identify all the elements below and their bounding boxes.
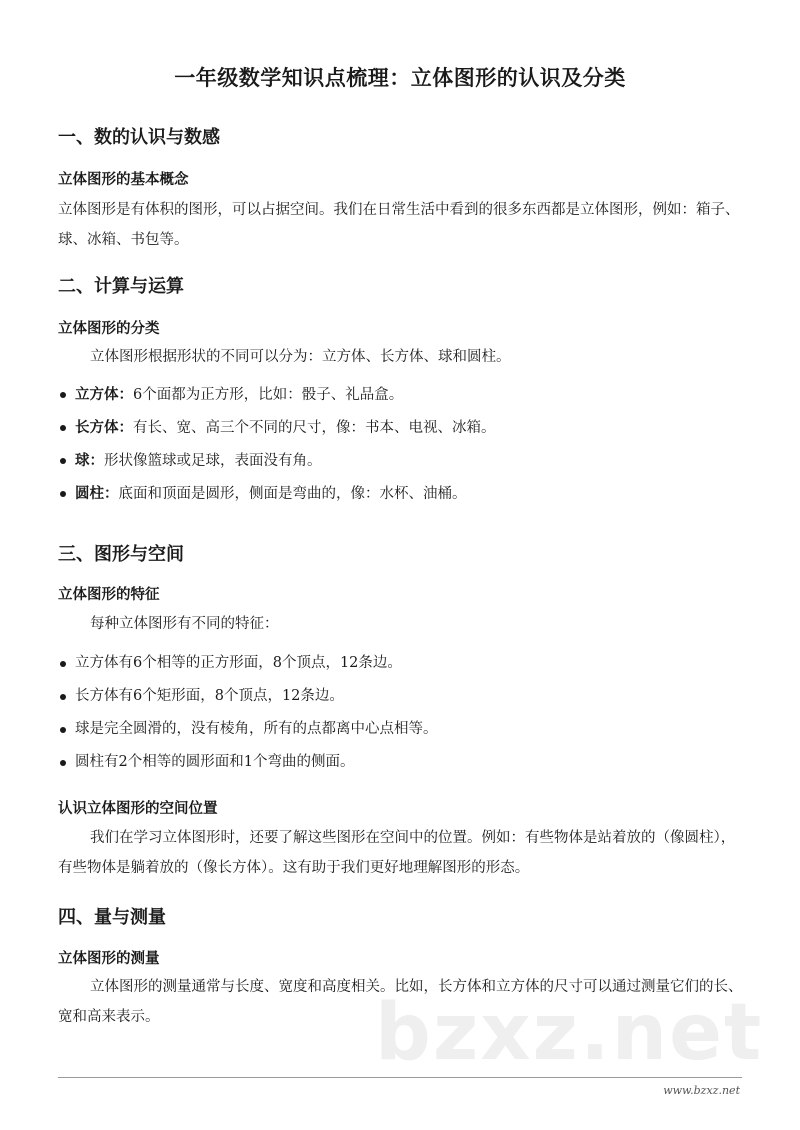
paragraph-spatial-position: 我们在学习立体图形时，还要了解这些图形在空间中的位置。例如：有些物体是站着放的（像圆柱），有些物体是躺着放的（像长方体）。这有助于我们更好地理解图形的形态。: [58, 830, 736, 876]
section-heading-1: 一、数的认识与数感: [58, 127, 220, 148]
list-item-text: 形状像篮球或足球，表面没有角。: [104, 453, 322, 469]
list-item: [58, 444, 748, 477]
bullet-icon: [60, 727, 66, 733]
section-heading-3: 三、图形与空间: [58, 544, 184, 565]
list-item-text: 长方体有6个矩形面，8个顶点，12条边。: [75, 688, 344, 704]
subsection-heading-measurement: 立体图形的测量: [58, 950, 160, 967]
bullet-icon: [60, 694, 66, 700]
list-item: [58, 713, 748, 746]
list-item-term: 长方体：: [75, 419, 133, 436]
bullet-icon: [60, 661, 66, 667]
list-item-term: 圆柱：: [75, 485, 119, 502]
paragraph-classification: 立体图形根据形状的不同可以分为：立方体、长方体、球和圆柱。: [90, 349, 511, 365]
footer-url: www.bzxz.net: [663, 1084, 740, 1097]
page-title: 一年级数学知识点梳理：立体图形的认识及分类: [174, 65, 626, 90]
feature-list: [58, 647, 748, 779]
list-item: [58, 477, 748, 510]
section-heading-2: 二、计算与运算: [58, 276, 184, 297]
list-item-text: 有长、宽、高三个不同的尺寸，像：书本、电视、冰箱。: [133, 420, 496, 436]
bullet-icon: [60, 760, 66, 766]
paragraph-measurement: 立体图形的测量通常与长度、宽度和高度相关。比如，长方体和立方体的尺寸可以通过测量它们的长、宽和高来表示。: [58, 979, 743, 1025]
list-item-text: 底面和顶面是圆形，侧面是弯曲的，像：水杯、油桶。: [118, 486, 467, 502]
list-item: [58, 647, 748, 680]
paragraph-basic-concept: 立体图形是有体积的图形，可以占据空间。我们在日常生活中看到的很多东西都是立体图形，例如：箱子、球、冰箱、书包等。: [58, 202, 740, 248]
bullet-icon: [60, 392, 66, 398]
list-item: [58, 680, 748, 713]
list-item-text: 6个面都为正方形，比如：骰子、礼品盒。: [133, 387, 404, 403]
list-item: [58, 378, 748, 411]
subsection-heading-classification: 立体图形的分类: [58, 320, 160, 337]
list-item: [58, 411, 748, 444]
list-item-term: 球：: [75, 452, 104, 469]
subsection-heading-features: 立体图形的特征: [58, 586, 160, 603]
watermark: bzxz.net: [375, 988, 764, 1078]
footer-divider: [58, 1077, 742, 1078]
list-item-text: 圆柱有2个相等的圆形面和1个弯曲的侧面。: [75, 754, 355, 770]
list-item-text: 立方体有6个相等的正方形面，8个顶点，12条边。: [75, 655, 402, 671]
shape-type-list: [58, 378, 748, 510]
section-heading-4: 四、量与测量: [58, 907, 166, 928]
subsection-heading-spatial-position: 认识立体图形的空间位置: [58, 800, 218, 817]
bullet-icon: [60, 491, 66, 497]
list-item-text: 球是完全圆滑的，没有棱角，所有的点都离中心点相等。: [75, 721, 438, 737]
bullet-icon: [60, 458, 66, 464]
bullet-icon: [60, 425, 66, 431]
list-item-term: 立方体：: [75, 386, 133, 403]
paragraph-features: 每种立体图形有不同的特征：: [90, 616, 279, 632]
subsection-heading-basic-concept: 立体图形的基本概念: [58, 171, 189, 188]
list-item: [58, 746, 748, 779]
